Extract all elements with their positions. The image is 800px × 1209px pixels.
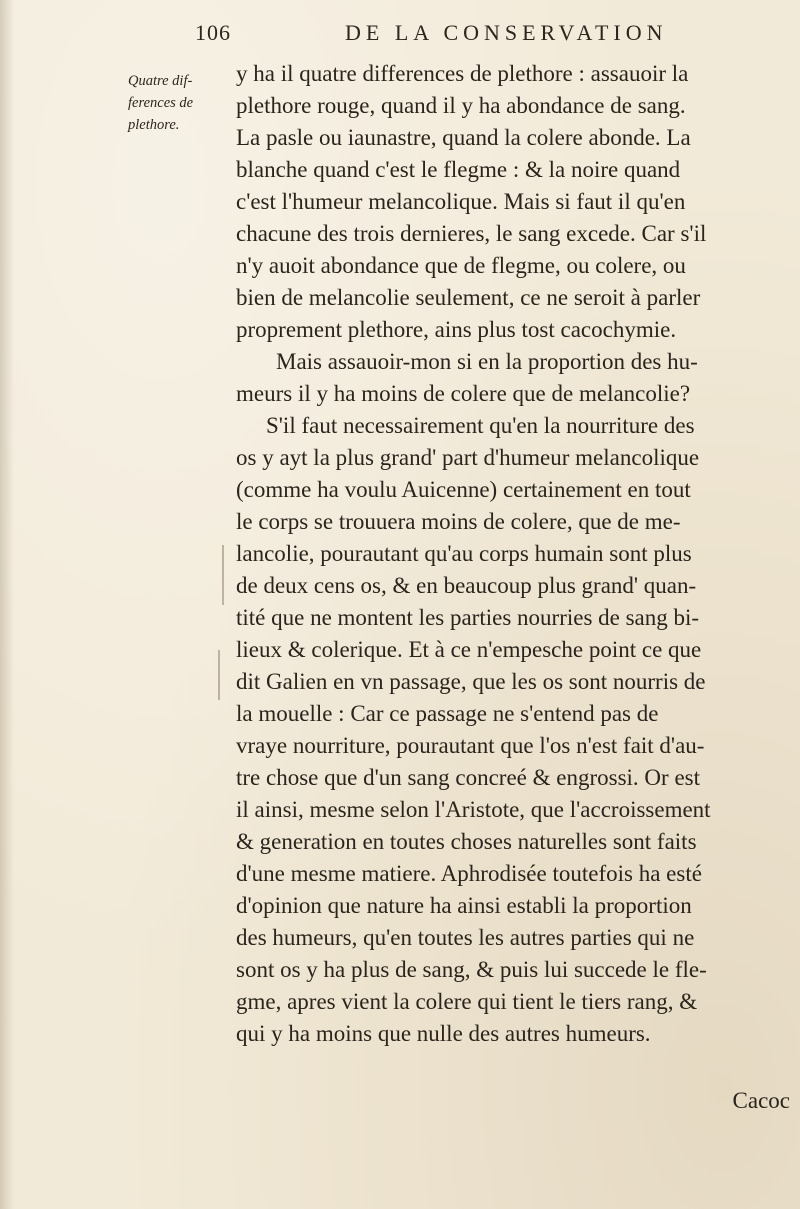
text-line: c'est l'humeur melancolique. Mais si faut il qu'en (236, 189, 686, 214)
text-line: tre chose que d'un sang concreé & engrossi. Or est (236, 765, 700, 790)
margin-note-line: Quatre dif- (128, 73, 193, 89)
text-line: qui y ha moins que nulle des autres humeurs. (236, 1021, 651, 1046)
text-line: de deux cens os, & en beaucoup plus grand' quan- (236, 573, 697, 598)
text-line: meurs il y ha moins de colere que de melancolie? (236, 381, 691, 406)
text-line: S'il faut necessairement qu'en la nourriture des (266, 413, 695, 438)
text-line: chacune des trois dernieres, le sang excede. Car s'il (236, 221, 707, 246)
margin-note-line: ferences de (128, 95, 194, 111)
text-line: dit Galien en vn passage, que les os sont nourris de (236, 669, 706, 694)
text-line: il ainsi, mesme selon l'Aristote, que l'accroissement (236, 797, 711, 822)
text-line: le corps se trouuera moins de colere, que de me- (236, 509, 681, 534)
text-line: proprement plethore, ains plus tost cacochymie. (236, 317, 677, 342)
text-line: d'une mesme matiere. Aphrodisée toutefois ha esté (236, 861, 702, 886)
margin-note-line: plethore. (128, 117, 180, 133)
text-line: (comme ha voulu Auicenne) certainement en tout (236, 477, 691, 502)
text-line: sont os y ha plus de sang, & puis lui succede le fle- (236, 957, 707, 982)
margin-note (128, 70, 228, 136)
catchword: Cacoc (732, 1088, 790, 1113)
running-title: DE LA CONSERVATION (345, 20, 668, 45)
text-line: tité que ne montent les parties nourries de sang bi- (236, 605, 700, 630)
margin-rule-mark (218, 650, 220, 700)
text-line: vraye nourriture, pourautant que l'os n'est fait d'au- (236, 733, 705, 758)
body-text (236, 58, 796, 1050)
text-line: La pasle ou iaunastre, quand la colere abonde. La (236, 125, 691, 150)
text-line: n'y auoit abondance que de flegme, ou colere, ou (236, 253, 686, 278)
text-line: lieux & colerique. Et à ce n'empesche point ce que (236, 637, 702, 662)
page-number: 106 (195, 20, 231, 45)
text-line: bien de melancolie seulement, ce ne seroit à parler (236, 285, 701, 310)
text-line: Mais assauoir-mon si en la proportion des hu- (276, 349, 698, 374)
margin-rule-mark (222, 545, 224, 605)
text-line: plethore rouge, quand il y ha abondance de sang. (236, 93, 686, 118)
text-line: des humeurs, qu'en toutes les autres parties qui ne (236, 925, 695, 950)
text-line: & generation en toutes choses naturelles sont faits (236, 829, 697, 854)
page-gutter-shadow (0, 0, 14, 1209)
text-line: la mouelle : Car ce passage ne s'entend pas de (236, 701, 659, 726)
text-line: blanche quand c'est le flegme : & la noire quand (236, 157, 681, 182)
text-line: y ha il quatre differences de plethore : assauoir la (236, 61, 689, 86)
running-head (195, 18, 715, 50)
text-line: d'opinion que nature ha ainsi establi la proportion (236, 893, 692, 918)
text-line: gme, apres vient la colere qui tient le tiers rang, & (236, 989, 698, 1014)
text-line: os y ayt la plus grand' part d'humeur melancolique (236, 445, 700, 470)
text-line: lancolie, pourautant qu'au corps humain sont plus (236, 541, 692, 566)
